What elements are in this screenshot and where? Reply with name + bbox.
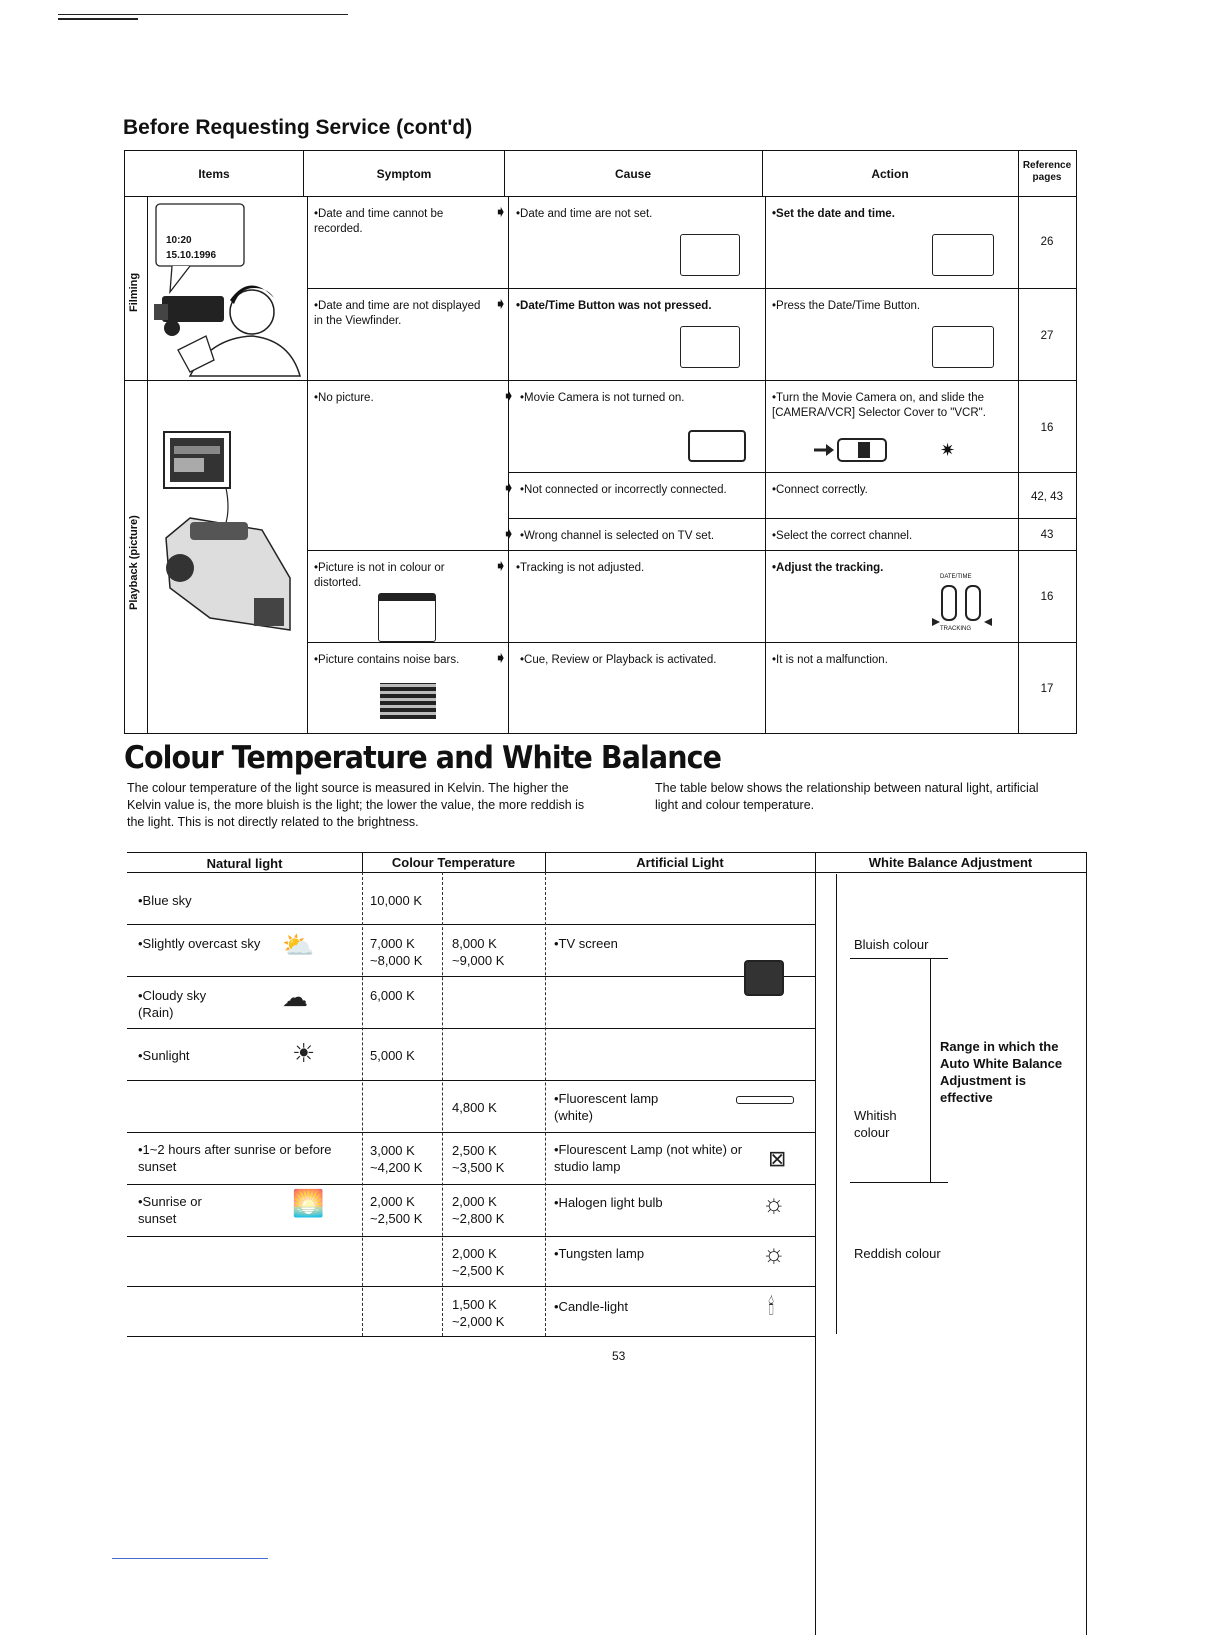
group-playback: Playback (picture) [128, 515, 140, 610]
temp-art-row-9: 1,500 K ~2,000 K [452, 1297, 505, 1329]
header-rule-2 [58, 18, 138, 20]
header-natural: Natural light [206, 856, 283, 871]
artificial-row-7: •Halogen light bulb [554, 1195, 663, 1210]
temp-art-row-2: 8,000 K ~9,000 K [452, 936, 505, 968]
tv-screen-icon [744, 960, 784, 996]
cause-row-7: •Cue, Review or Playback is activated. [520, 654, 717, 666]
ref-row-7: 17 [1040, 683, 1054, 695]
arrow-icon: ➧ [494, 558, 508, 575]
ref-row-2: 27 [1040, 330, 1054, 342]
action-row-3: •Turn the Movie Camera on, and slide the [CAMERA/VCR] Selector Cover to "VCR". [772, 392, 986, 419]
temp-nat-row-3: 6,000 K [370, 988, 415, 1003]
colour-title: Colour Temperature and White Balance [124, 740, 722, 776]
symptom-row-2: •Date and time are not displayed in the Viewfinder. [314, 300, 481, 327]
intro-right: The table below shows the relationship between natural light, artificial light and colour temperature. [655, 781, 1039, 812]
arrow-icon: ➧ [502, 480, 516, 497]
header-wb: White Balance Adjustment [868, 855, 1033, 870]
artificial-row-9: •Candle-light [554, 1299, 628, 1314]
date-viewfinder-icon-2 [932, 326, 994, 368]
natural-row-1: •Blue sky [138, 893, 192, 908]
camera-operator-illustration [150, 200, 305, 378]
natural-row-2: •Slightly overcast sky [138, 936, 261, 951]
natural-row-3: •Cloudy sky (Rain) [138, 988, 207, 1020]
overcast-cloud-icon: ⛅ [282, 930, 315, 960]
header-symptom: Symptom [376, 167, 432, 181]
natural-row-7: •Sunrise or sunset [138, 1194, 202, 1226]
service-title: Before Requesting Service (cont'd) [123, 116, 473, 139]
power-switch-icon [688, 430, 746, 462]
studio-lamp-icon: ⊠ [768, 1146, 787, 1171]
wb-bluish: Bluish colour [854, 937, 929, 952]
arrow-icon: ➧ [494, 296, 508, 313]
cause-row-3: •Movie Camera is not turned on. [520, 392, 685, 404]
temp-nat-row-7: 2,000 K ~2,500 K [370, 1194, 423, 1226]
blank-viewfinder-icon-2 [680, 326, 740, 368]
temp-nat-row-4: 5,000 K [370, 1048, 415, 1063]
action-row-7: •It is not a malfunction. [772, 654, 888, 666]
intro-left: The colour temperature of the light source is measured in Kelvin. The higher the Kelvin value is, the more bluish is the light; the lower the value, the more reddish is the light. This is not directly related to the brightness. [127, 781, 585, 829]
date-viewfinder-icon [932, 234, 994, 276]
arrow-icon: ➧ [494, 204, 508, 221]
ref-row-1: 26 [1040, 236, 1054, 248]
action-row-1: •Set the date and time. [772, 208, 895, 220]
halogen-bulb-icon: ☼ [762, 1188, 786, 1218]
fluorescent-lamp-icon [736, 1096, 794, 1104]
temp-art-row-8: 2,000 K ~2,500 K [452, 1246, 505, 1278]
camera-display-time: 10:20 [166, 235, 192, 246]
artificial-row-5: •Fluorescent lamp (white) [554, 1091, 659, 1123]
header-action: Action [871, 167, 909, 181]
cause-row-4: •Not connected or incorrectly connected. [520, 484, 727, 496]
sun-icon: ☀ [292, 1038, 316, 1068]
temp-nat-row-1: 10,000 K [370, 893, 423, 908]
ref-row-5: 43 [1040, 529, 1054, 541]
arrow-icon: ➧ [502, 526, 516, 543]
wb-reddish: Reddish colour [854, 1246, 941, 1261]
ref-row-3: 16 [1040, 422, 1054, 434]
header-temp: Colour Temperature [391, 855, 516, 870]
tracking-label-bottom: TRACKING [940, 626, 972, 632]
blank-viewfinder-icon [680, 234, 740, 276]
cause-row-5: •Wrong channel is selected on TV set. [520, 530, 715, 542]
natural-row-4: •Sunlight [138, 1048, 190, 1063]
camera-tv-illustration [150, 418, 305, 638]
symptom-row-7: •Picture contains noise bars. [314, 654, 460, 666]
symptom-row-6: •Picture is not in colour or distorted. [314, 562, 445, 589]
selector-switch-icon [812, 436, 902, 464]
temp-art-row-6: 2,500 K ~3,500 K [452, 1143, 505, 1175]
ref-row-6: 16 [1040, 591, 1054, 603]
action-row-6: •Adjust the tracking. [772, 562, 884, 574]
header-cause: Cause [614, 167, 652, 181]
header-rule [58, 14, 348, 15]
sunset-icon: 🌅 [292, 1188, 325, 1218]
page-number: 53 [612, 1349, 626, 1363]
symptom-row-1: •Date and time cannot be recorded. [314, 208, 444, 235]
ref-row-4: 42, 43 [1031, 491, 1063, 503]
camera-display-date: 15.10.1996 [166, 250, 217, 261]
temp-art-row-7: 2,000 K ~2,800 K [452, 1194, 505, 1226]
noise-bars-icon [380, 683, 436, 719]
symptom-row-3: •No picture. [314, 392, 374, 404]
cause-row-6: •Tracking is not adjusted. [516, 562, 645, 574]
vcr-dial-icon: ✷ [940, 440, 956, 460]
artificial-row-6: •Flourescent Lamp (not white) or studio lamp [554, 1142, 743, 1174]
candle-icon: 🕯 [768, 1294, 775, 1319]
group-filming: Filming [128, 272, 140, 312]
tracking-buttons-icon [930, 580, 994, 628]
artificial-row-8: •Tungsten lamp [554, 1246, 645, 1261]
temp-art-row-5: 4,800 K [452, 1100, 497, 1115]
header-ref: Reference pages [1022, 160, 1072, 183]
arrow-icon: ➧ [502, 388, 516, 405]
distorted-picture-icon [378, 593, 436, 642]
action-row-4: •Connect correctly. [772, 484, 868, 496]
arrow-icon: ➧ [494, 650, 508, 667]
cause-row-1: •Date and time are not set. [516, 208, 653, 220]
action-row-5: •Select the correct channel. [772, 530, 913, 542]
header-artificial: Artificial Light [636, 855, 724, 870]
header-items: Items [198, 167, 230, 181]
cause-row-2: •Date/Time Button was not pressed. [516, 300, 712, 312]
temp-nat-row-2: 7,000 K ~8,000 K [370, 936, 423, 968]
wb-range: Range in which the Auto White Balance Adjustment is effective [940, 1039, 1063, 1105]
cloud-icon: ☁ [282, 982, 308, 1012]
natural-row-6: •1~2 hours after sunrise or before sunset [138, 1142, 332, 1174]
tracking-label-top: DATE/TIME [940, 574, 972, 580]
wb-whitish: Whitish colour [854, 1108, 897, 1140]
artificial-row-2: •TV screen [554, 936, 618, 951]
action-row-2: •Press the Date/Time Button. [772, 300, 921, 312]
wb-scale-line [836, 874, 837, 1334]
tungsten-bulb-icon: ☼ [762, 1238, 786, 1268]
footer-rule [112, 1558, 268, 1559]
temp-nat-row-6: 3,000 K ~4,200 K [370, 1143, 423, 1175]
